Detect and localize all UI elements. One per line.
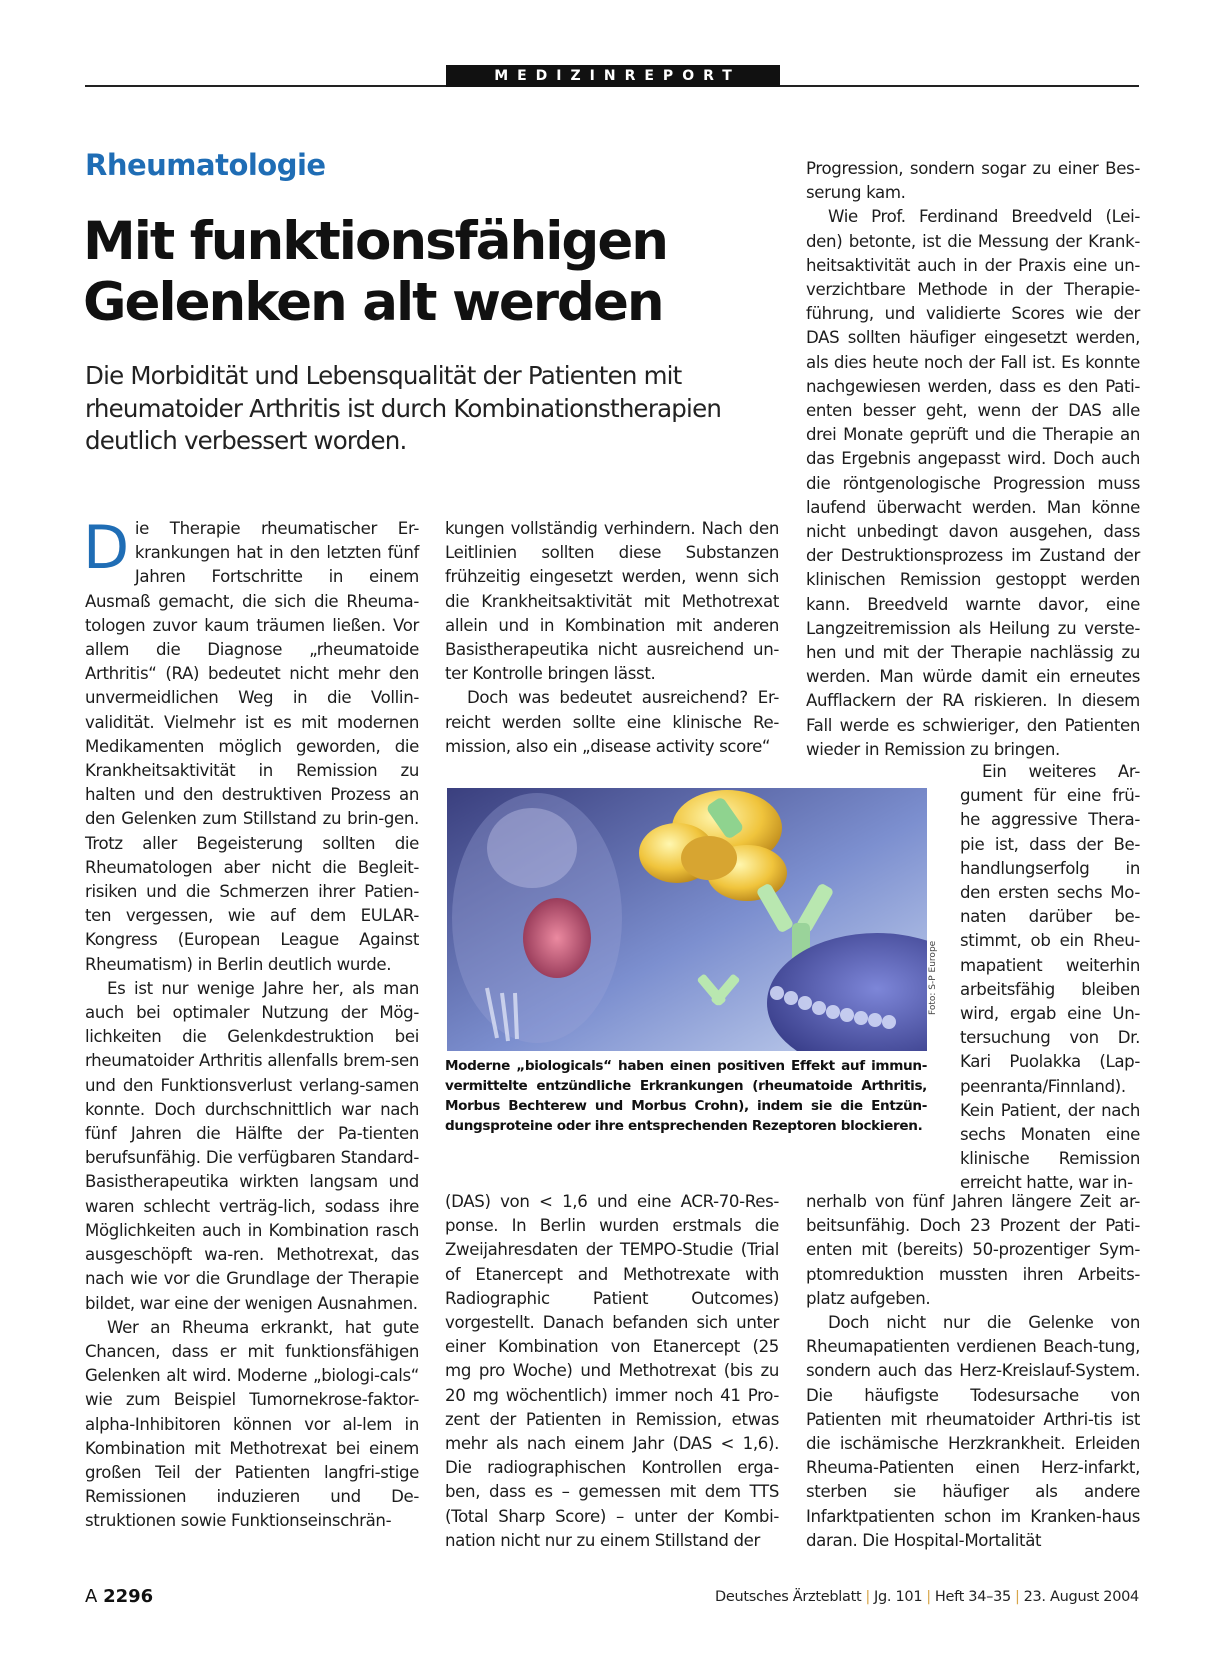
journal-name: Deutsches Ärzteblatt [715,1589,862,1605]
column-2-bottom [445,1190,779,1553]
separator: | [1014,1589,1020,1605]
publication-info [715,1589,1139,1605]
column-3-top [806,157,1140,762]
paragraph: Progression, sondern sogar zu einer Bes-serung kam. [806,159,1140,203]
column-2-top [445,517,779,759]
paragraph: Doch was bedeutet ausreichend? Er-reicht werden sollte eine klinische Re-mission, also ein „disease activity score“ [445,688,779,756]
paragraph: kungen vollständig verhindern. Nach den Leitlinien sollten diese Substanzen frühzeitig eingesetzt werden, wenn sich die Krankheitsaktivität mit Methotrexat allein und in Kombination mit anderen Basistherapeutika nicht ausreichend un-ter Kontrolle bringen lässt. [445,519,779,684]
separator: | [865,1589,870,1605]
volume: Jg. 101 [873,1589,923,1605]
paragraph: nerhalb von fünf Jahren längere Zeit ar-beitsunfähig. Doch 23 Prozent der Pati-enten mit (bereits) 50-prozentiger Sym-ptomreduktion mussten ihren Arbeits-platz aufgeben. [806,1192,1140,1308]
paragraph [83,513,419,977]
paragraph: Es ist nur wenige Jahre her, als man auch bei optimaler Nutzung der Mög-lichkeiten die Gelenkdestruktion bei rheumatoider Arthritis allenfalls brem-sen und den Funktionsverlust verlang-samen konnte. Doch durchschnittlich war nach fünf Jahren die Hälfte der Pa-tienten berufsunfähig. Die verfügbaren Standard-Basistherapeutika wirkten langsam und waren schlecht verträg-lich, sodass ihre Möglichkeiten auch in Kombination rasch ausgeschöpft wa-ren. Methotrexat, das nach wie vor die Grundlage der Therapie bildet, war eine der wenigen Ausnahmen. [85,978,419,1313]
page-number [85,1586,153,1607]
figure-caption: Moderne „biologicals“ haben einen positiven Effekt auf immun-vermittelte entzündliche Erkrankungen (rheumatoide Arthritis, Morbus Bechterew und Morbus Crohn), indem sie die Entzün-dungsproteine oder ihre entsprechenden Rezeptoren blockieren. [445,1058,927,1134]
column-3-narrow [960,760,1140,1196]
paragraph: Doch nicht nur die Gelenke von Rheumapatienten verdienen Beach-tung, sondern auch das Herz-Kreislauf-System. Die häufigste Todesursache von Patienten mit rheumatoider Arthri-tis ist die ischämische Herzkrankheit. Erleiden Rheuma-Patienten einen Herz-infarkt, sterben sie häufiger als andere Infarktpatienten schon im Kranken-haus daran. Die Hospital-Mortalität [806,1313,1140,1550]
page-prefix: A [85,1586,98,1607]
column-3-bottom [806,1190,1140,1553]
section-label: MEDIZINREPORT [446,65,780,87]
issue: Heft 34–35 [934,1589,1011,1605]
page-number-value: 2296 [103,1586,154,1607]
paragraph: Wer an Rheuma erkrankt, hat gute Chancen, dass er mit funktionsfähigen Gelenken alt wird. Moderne „biologi-cals“ wie zum Beispiel Tumornekrose-faktor-alpha-Inhibitoren können vor al-lem in Kombination mit Methotrexat bei einem großen Teil der Patienten langfri-stige Remissionen induzieren und De-struktionen sowie Funktionseinschrän- [85,1317,419,1531]
paragraph-text: ie Therapie rheumatischer Er-krankungen hat in den letzten fünf Jahren Fortschritte in einem Ausmaß gemacht, die sich die Rheuma-tologen zuvor kaum träumen ließen. Vor allem die Diagnose „rheumatoide Arthritis“ (RA) bedeutet nicht mehr den unvermeidlichen Weg in die Vollin-validität. Vielmehr ist es mit modernen Medikamenten möglich geworden, die Krankheitsaktivität in Remission zu halten und den destruktiven Prozess an den Gelenken zum Stillstand zu brin-gen. Trotz aller Begeisterung sollten die Rheumatologen aber nicht die Begleit-risiken und die Schmerzen ihrer Patien-ten vergessen, wie auf dem EULAR-Kongress (European League Against Rheumatism) in Berlin deutlich wurde. [85,519,419,974]
article-standfirst: Die Morbidität und Lebensqualität der Patienten mit rheumatoider Arthritis ist durch Kombinationstherapien deutlich verbessert worden. [85,361,722,455]
paragraph: Ein weiteres Ar-gument für eine frü-he aggressive Thera-pie ist, dass der Be-handlungserfolg in den ersten sechs Mo-naten darüber be-stimmt, ob ein Rheu-mapatient weiterhin arbeitsfähig bleiben wird, ergab eine Un-tersuchung von Dr. Kari Puolakka (Lap-peenranta/Finnland). Kein Patient, der nach sechs Monaten eine klinische Remission erreicht hatte, war in- [960,762,1140,1193]
article-kicker: Rheumatologie [85,148,326,182]
photo-credit: Foto: S-P Europe [928,940,938,1015]
article-headline: Mit funktionsfähigen Gelenken alt werden [83,211,667,333]
article-illustration [447,788,927,1051]
paragraph: (DAS) von < 1,6 und eine ACR-70-Res-ponse. In Berlin wurden erstmals die Zweijahresdaten der TEMPO-Studie (Trial of Etanercept and Methotrexate with Radiographic Patient Outcomes) vorgestellt. Danach befanden sich unter einer Kombination von Etanercept (25 mg pro Woche) und Methotrexat (bis zu 20 mg wöchentlich) immer noch 41 Pro-zent der Patienten in Remission, etwas mehr als nach einem Jahr (DAS < 1,6). Die radiographischen Kontrollen erga-ben, dass es – gemessen mit dem TTS (Total Sharp Score) – unter der Kombi-nation nicht nur zu einem Stillstand der [445,1192,779,1550]
drop-cap: D [83,513,129,583]
issue-date: 23. August 2004 [1023,1589,1139,1605]
column-1 [83,513,419,1534]
separator: | [926,1589,931,1605]
paragraph: Wie Prof. Ferdinand Breedveld (Lei-den) betonte, ist die Messung der Krank-heitsaktivität auch in der Praxis eine un-verzichtbare Methode in der Therapie-führung, und validierte Scores wie der DAS sollten häufiger eingesetzt werden, als dies heute noch der Fall ist. Es konnte nachgewiesen werden, dass es den Pati-enten besser geht, wenn der DAS alle drei Monate geprüft und die Therapie an das Ergebnis angepasst wird. Doch auch die röntgenologische Progression muss laufend überwacht werden. Man könne nicht unbedingt davon ausgehen, dass der Destruktionsprozess im Zustand der klinischen Remission gestoppt werden kann. Breedveld warnte davor, eine Langzeitremission als Heilung zu verste-hen und mit der Therapie nachlässig zu werden. Man würde damit ein erneutes Aufflackern der RA riskieren. In diesem Fall werde es schwieriger, den Patienten wieder in Remission zu bringen. [806,207,1140,759]
